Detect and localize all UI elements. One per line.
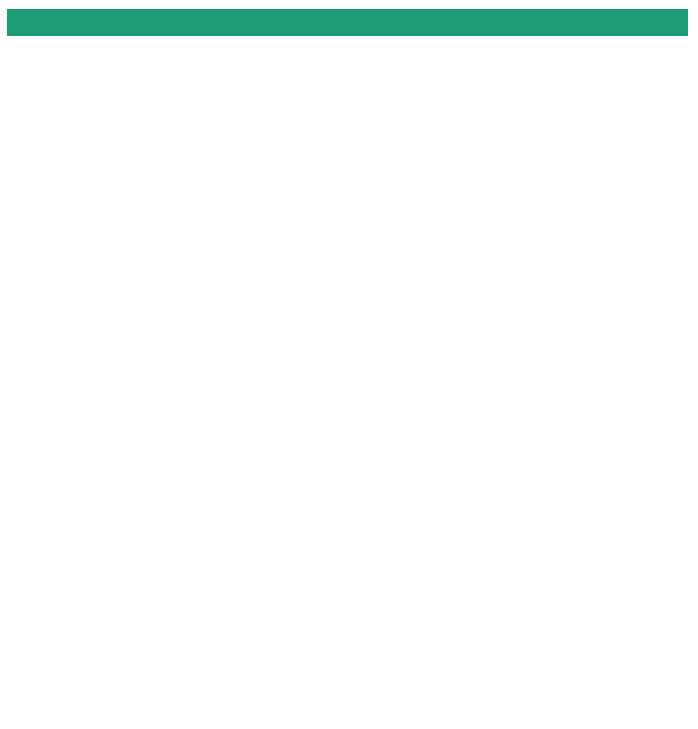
section-header (7, 9, 688, 36)
